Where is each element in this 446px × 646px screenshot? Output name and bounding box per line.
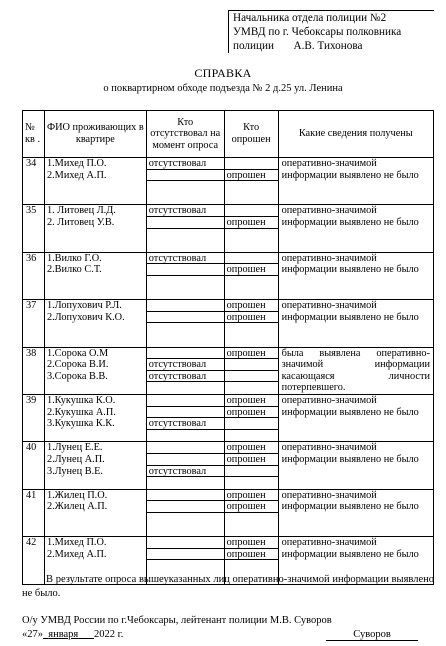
info-received: оперативно-значимой информации выявлено не было — [278, 394, 433, 441]
document-subtitle: о поквартирном обходе подъезда № 2 д.25 ул. Ленина — [103, 83, 343, 94]
resident-names — [44, 158, 146, 205]
asked-cell — [224, 158, 278, 205]
addressee-line-2: УМВД по г. Чебоксары полковника — [233, 26, 402, 38]
asked-status — [225, 158, 278, 170]
table-body — [23, 158, 434, 585]
table-header-row — [23, 111, 434, 158]
resident-name: 2.Михед А.П. — [46, 548, 107, 560]
absent-cell — [146, 347, 224, 394]
resident-name: 1.Вилко Г.О. — [46, 252, 102, 264]
absent-status — [147, 264, 224, 276]
absent-status: отсутствовал — [147, 418, 224, 430]
info-received: оперативно-значимой информации выявлено не было — [278, 442, 433, 489]
absent-status: отсутствовал — [147, 359, 224, 371]
apartment-number: 40 — [23, 442, 45, 489]
absent-status — [147, 490, 224, 502]
asked-cell — [224, 300, 278, 347]
info-received: оперативно-значимой информации выявлено не было — [278, 489, 433, 536]
asked-cell — [224, 205, 278, 252]
header-asked: Кто опрошен — [224, 111, 278, 158]
absent-status — [147, 501, 224, 513]
apartment-number: 36 — [23, 252, 45, 299]
asked-status: опрошен — [225, 217, 278, 229]
resident-name: 1.Жилец П.О. — [46, 489, 108, 501]
resident-name: 2.Михед А.П. — [46, 169, 107, 181]
asked-cell — [224, 347, 278, 394]
asked-status: опрошен — [225, 549, 278, 561]
resident-names — [44, 205, 146, 252]
absent-status — [147, 537, 224, 549]
asked-status — [225, 205, 278, 217]
info-received: была выявлена оперативно-значимой информации касающаяся личности потерпевшего. — [278, 347, 433, 394]
resident-name: 2.Сорока В.И. — [46, 359, 109, 371]
resident-names — [44, 252, 146, 299]
apartment-number: 41 — [23, 489, 45, 536]
document-title: СПРАВКА — [194, 66, 252, 80]
asked-cell — [224, 489, 278, 536]
resident-name: 3.Лунец В.Е. — [46, 465, 104, 477]
signature-surname: Суворов — [326, 629, 418, 641]
info-received: оперативно-значимой информации выявлено не было — [278, 158, 433, 205]
asked-status: опрошен — [225, 537, 278, 549]
table-row — [23, 205, 434, 252]
asked-status: опрошен — [225, 442, 278, 454]
apartment-number: 34 — [23, 158, 45, 205]
apartment-number: 35 — [23, 205, 45, 252]
asked-status: опрошен — [225, 300, 278, 312]
table-row — [23, 394, 434, 441]
resident-names — [44, 347, 146, 394]
signature-date-line — [22, 629, 391, 640]
header-num: № кв . — [23, 111, 45, 158]
closing-paragraph: В результате опроса вышеуказанных лиц оперативно-значимой информации выявлено не было. — [22, 574, 434, 599]
table-row — [23, 489, 434, 536]
asked-status: опрошен — [225, 348, 278, 360]
resident-name: 1.Лунец Е.Е. — [46, 442, 103, 454]
resident-name: 1.Михед П.О. — [46, 537, 107, 549]
resident-names — [44, 300, 146, 347]
resident-name: 1.Михед П.О. — [46, 158, 107, 169]
info-received: оперативно-значимой информации выявлено не было — [278, 537, 433, 584]
asked-cell — [224, 442, 278, 489]
absent-cell — [146, 300, 224, 347]
absent-status — [147, 348, 224, 360]
absent-status — [147, 454, 224, 466]
header-info: Какие сведения получены — [278, 111, 433, 158]
asked-status — [225, 371, 278, 383]
resident-name: 1.Кукушка К.О. — [46, 394, 116, 406]
absent-cell — [146, 252, 224, 299]
survey-table — [22, 110, 434, 585]
resident-names — [44, 394, 146, 441]
apartment-number: 38 — [23, 347, 45, 394]
absent-status: отсутствовал — [147, 466, 224, 478]
resident-names — [44, 489, 146, 536]
resident-name: 2.Лопухович К.О. — [46, 311, 125, 323]
apartment-number: 42 — [23, 537, 45, 584]
absent-status — [147, 549, 224, 561]
table-row — [23, 252, 434, 299]
apartment-number: 39 — [23, 394, 45, 441]
resident-name: 2.Жилец А.П. — [46, 501, 108, 513]
resident-name: 2.Кукушка А.П. — [46, 406, 116, 418]
addressee-line-1: Начальника отдела полиции №2 — [233, 12, 387, 24]
asked-status — [225, 466, 278, 478]
absent-status — [147, 442, 224, 454]
table-row — [23, 158, 434, 205]
absent-cell — [146, 205, 224, 252]
asked-status: опрошен — [225, 501, 278, 513]
signature-month: января — [48, 629, 79, 640]
asked-cell — [224, 252, 278, 299]
addressee-block — [228, 10, 434, 53]
addressee-line-3: полиции А.В. Тихонова — [233, 40, 363, 52]
asked-status: опрошен — [225, 312, 278, 324]
absent-cell — [146, 158, 224, 205]
resident-name: 3.Кукушка К.К. — [46, 418, 115, 430]
absent-status: отсутствовал — [147, 158, 224, 170]
resident-name: 1.Лопухович Р.Л. — [46, 300, 122, 312]
absent-cell — [146, 489, 224, 536]
header-fio: ФИО проживающих в квартире — [44, 111, 146, 158]
table-row — [23, 347, 434, 394]
table-row — [23, 442, 434, 489]
header-absent: Кто отсутствовал на момент опроса — [146, 111, 224, 158]
absent-status: отсутствовал — [147, 205, 224, 217]
asked-cell — [224, 394, 278, 441]
asked-status: опрошен — [225, 407, 278, 419]
asked-status — [225, 253, 278, 265]
signature-position: О/у УМВД России по г.Чебоксары, лейтенант полиции М.В. Суворов — [22, 615, 332, 626]
absent-status — [147, 217, 224, 229]
info-received: оперативно-значимой информации выявлено не было — [278, 300, 433, 347]
resident-names — [44, 442, 146, 489]
absent-status — [147, 170, 224, 182]
absent-cell — [146, 394, 224, 441]
asked-status: опрошен — [225, 264, 278, 276]
absent-cell — [146, 442, 224, 489]
absent-status: отсутствовал — [147, 253, 224, 265]
resident-name: 2.Вилко С.Т. — [46, 264, 102, 276]
apartment-number: 37 — [23, 300, 45, 347]
signature-year: 2022 г. — [94, 629, 124, 640]
signature-day: «27» — [22, 629, 43, 640]
table-row — [23, 300, 434, 347]
asked-status: опрошен — [225, 395, 278, 407]
absent-status — [147, 407, 224, 419]
asked-status: опрошен — [225, 454, 278, 466]
resident-name: 1. Литовец Л.Д. — [46, 205, 116, 217]
absent-status — [147, 395, 224, 407]
absent-status — [147, 312, 224, 324]
absent-status — [147, 300, 224, 312]
resident-name: 1.Сорока О.М — [46, 347, 109, 359]
asked-status — [225, 359, 278, 371]
asked-status: опрошен — [225, 490, 278, 502]
absent-status: отсутствовал — [147, 371, 224, 383]
info-received: оперативно-значимой информации выявлено не было — [278, 205, 433, 252]
info-received: оперативно-значимой информации выявлено не было — [278, 252, 433, 299]
resident-name: 2.Лунец А.П. — [46, 453, 105, 465]
resident-name: 3.Сорока В.В. — [46, 370, 108, 382]
asked-status: опрошен — [225, 170, 278, 182]
resident-name: 2. Литовец У.В. — [46, 216, 115, 228]
asked-status — [225, 418, 278, 430]
